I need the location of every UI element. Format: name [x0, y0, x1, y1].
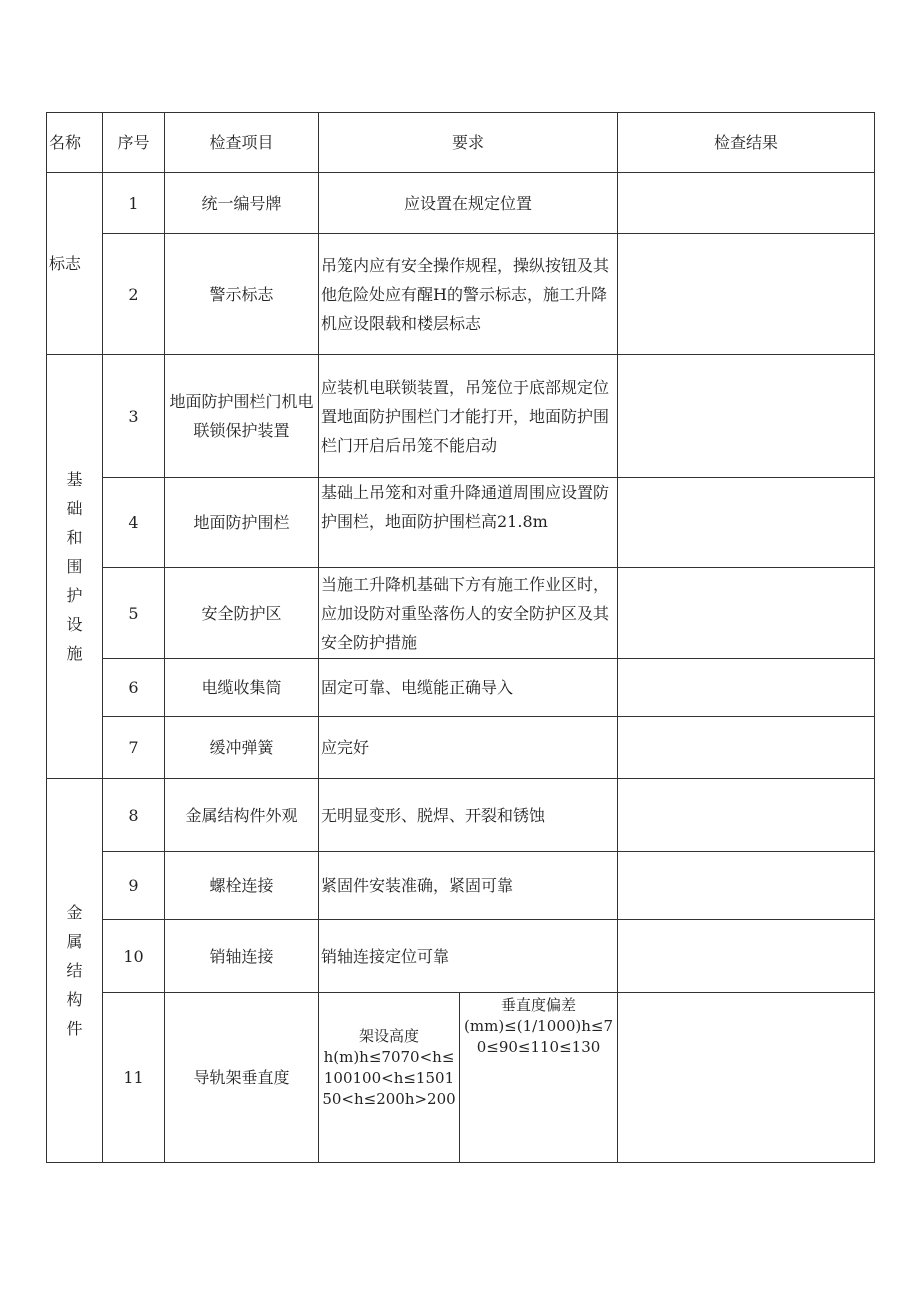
row-result[interactable] [618, 478, 875, 568]
header-item: 检查项目 [165, 113, 319, 173]
header-requirement: 要求 [319, 113, 618, 173]
row-item: 统一编号牌 [165, 173, 319, 234]
row-result[interactable] [618, 852, 875, 920]
row-item: 金属结构件外观 [165, 779, 319, 852]
table-row [47, 920, 875, 993]
row-requirement: 无明显变形、脱焊、开裂和锈蚀 [319, 779, 618, 852]
group-metal-structure: 金属结构件 [47, 779, 103, 1163]
table-row [47, 355, 875, 478]
header-row [47, 113, 875, 173]
row-requirement-height [319, 993, 460, 1163]
row-requirement: 固定可靠、电缆能正确导入 [319, 659, 618, 717]
row-result[interactable] [618, 173, 875, 234]
row-no: 5 [103, 568, 165, 659]
row-requirement: 应设置在规定位置 [319, 173, 618, 234]
header-no: 序号 [103, 113, 165, 173]
table-row [47, 717, 875, 779]
row-result[interactable] [618, 779, 875, 852]
row-no: 9 [103, 852, 165, 920]
row-result[interactable] [618, 355, 875, 478]
table-row [47, 234, 875, 355]
row-requirement: 当施工升降机基础下方有施工作业区时，应加设防对重坠落伤人的安全防护区及其安全防护措施 [319, 568, 618, 659]
row-requirement: 销轴连接定位可靠 [319, 920, 618, 993]
deviation-values: (mm)≤(1/1000)h≤70≤90≤110≤130 [464, 1017, 613, 1056]
row-item: 地面防护围栏 [165, 478, 319, 568]
table-row [47, 568, 875, 659]
table-row [47, 173, 875, 234]
row-item: 导轨架垂直度 [165, 993, 319, 1163]
group-foundation: 基础和围护设施 [47, 355, 103, 779]
row-result[interactable] [618, 717, 875, 779]
row-no: 3 [103, 355, 165, 478]
row-result[interactable] [618, 920, 875, 993]
row-item: 电缆收集筒 [165, 659, 319, 717]
height-values: h(m)h≤7070<h≤100100<h≤150150<h≤200h>200 [322, 1047, 456, 1108]
row-result[interactable] [618, 234, 875, 355]
height-title: 架设高度 [358, 1026, 419, 1045]
row-item: 螺栓连接 [165, 852, 319, 920]
group-signs: 标志 [47, 173, 103, 355]
deviation-title: 垂直度偏差 [501, 996, 577, 1014]
row-item: 地面防护围栏门机电联锁保护装置 [165, 355, 319, 478]
row-no: 1 [103, 173, 165, 234]
row-result[interactable] [618, 993, 875, 1163]
table-row [47, 478, 875, 568]
row-no: 4 [103, 478, 165, 568]
row-result[interactable] [618, 568, 875, 659]
table-row [47, 852, 875, 920]
row-requirement: 应装机电联锁装置，吊笼位于底部规定位置地面防护围栏门才能打开，地面防护围栏门开启后吊笼不能启动 [319, 355, 618, 478]
row-requirement: 吊笼内应有安全操作规程，操纵按钮及其他危险处应有醒H的警示标志，施工升降机应设限载和楼层标志 [319, 234, 618, 355]
row-item: 安全防护区 [165, 568, 319, 659]
row-no: 7 [103, 717, 165, 779]
row-no: 6 [103, 659, 165, 717]
row-requirement: 紧固件安装准确，紧固可靠 [319, 852, 618, 920]
inspection-table [46, 112, 875, 1163]
row-requirement: 基础上吊笼和对重升降通道周围应设置防护围栏，地面防护围栏高21.8m [319, 478, 618, 568]
row-no: 10 [103, 920, 165, 993]
row-item: 销轴连接 [165, 920, 319, 993]
table-row [47, 659, 875, 717]
row-requirement: 应完好 [319, 717, 618, 779]
header-name: 名称 [47, 113, 103, 173]
row-no: 2 [103, 234, 165, 355]
table-row [47, 779, 875, 852]
row-item: 警示标志 [165, 234, 319, 355]
row-item: 缓冲弹簧 [165, 717, 319, 779]
row-result[interactable] [618, 659, 875, 717]
header-result: 检查结果 [618, 113, 875, 173]
row-requirement-deviation [460, 993, 618, 1163]
row-no: 8 [103, 779, 165, 852]
row-no: 11 [103, 993, 165, 1163]
table-row [47, 993, 875, 1163]
